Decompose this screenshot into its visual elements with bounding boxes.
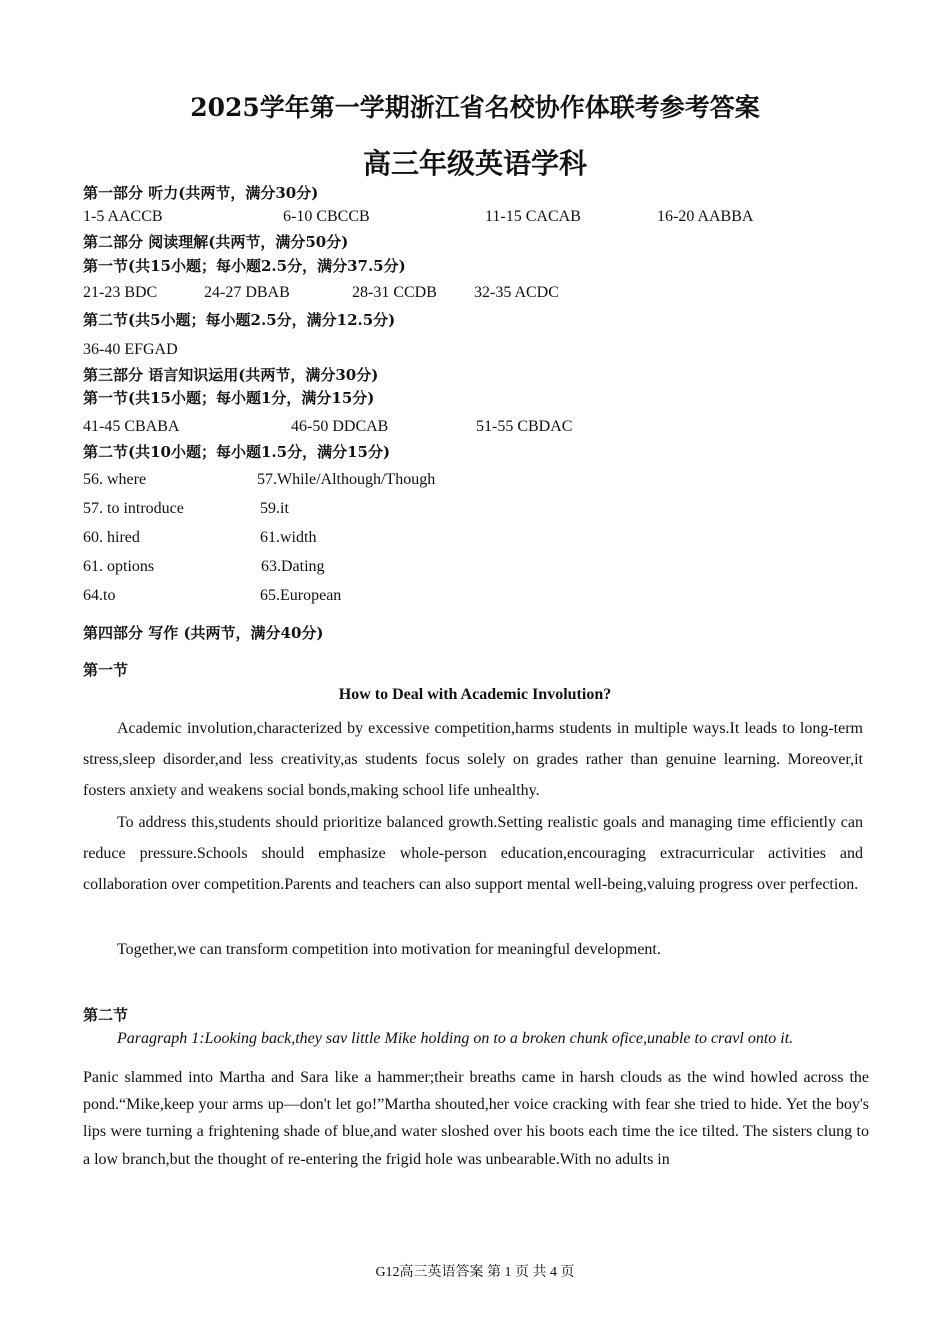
fill-answer: 64.to — [83, 587, 116, 604]
fill-answer: 61.width — [260, 529, 317, 546]
answer-group: 36-40 EFGAD — [83, 341, 178, 358]
part2-heading: 第二部分 阅读理解(共两节，满分50分) — [83, 233, 349, 251]
answer-group: 28-31 CCDB — [352, 284, 437, 301]
part2-section1-heading: 第一节(共15小题；每小题2.5分，满分37.5分) — [83, 257, 406, 275]
page-subtitle: 高三年级英语学科 — [362, 147, 587, 180]
part3-section2-heading: 第二节(共10小题；每小题1.5分，满分15分) — [83, 443, 391, 461]
answer-group: 41-45 CBABA — [83, 418, 180, 435]
answer-group: 24-27 DBAB — [204, 284, 290, 301]
part1-heading: 第一部分 听力(共两节，满分30分) — [83, 184, 319, 202]
essay-paragraph: Academic involution,characterized by excessive competition,harms students in multiple ways.It leads to long-term stress,sleep disorder,and less creativity,as students focus solely on grades rather than genuine learning. Moreover,it fosters anxiety and weakens social bonds,making school life unhealthy. — [83, 720, 863, 799]
essay-paragraph: To address this,students should prioritize balanced growth.Setting realistic goals and managing time efficiently can reduce pressure.Schools should emphasize whole-person education,encouraging extracurricular activities and collaboration over competition.Parents and teachers can also support mental well-being,valuing progress over perfection. — [83, 814, 863, 893]
fill-answer: 60. hired — [83, 529, 140, 546]
continuation-text: Panic slammed into Martha and Sara like a hammer;their breaths came in harsh clouds as the wind howled across the pond.“Mike,keep your arms up—don't let go!”Martha shouted,her voice cracking with fear she tried to hide. Yet the boy's lips were turning a frightening shade of blue,and water sloshed over his boots each time the ice tilted. The sisters clung to a low branch,but the thought of re-entering the frigid hole was unbearable.With no adults in — [83, 1069, 869, 1168]
essay-paragraph: Together,we can transform competition into motivation for meaningful development. — [117, 941, 661, 958]
fill-answer: 61. options — [83, 558, 155, 575]
page-title: 2025学年第一学期浙江省名校协作体联考参考答案 — [190, 93, 760, 122]
part3-heading: 第三部分 语言知识运用(共两节，满分30分) — [83, 366, 379, 384]
answer-group: 51-55 CBDAC — [476, 418, 573, 435]
fill-answer: 57. to introduce — [83, 500, 184, 517]
part3-section1-heading: 第一节(共15小题；每小题1分，满分15分) — [83, 389, 375, 407]
fill-answer: 63.Dating — [261, 558, 325, 575]
answer-group: 1-5 AACCB — [83, 208, 163, 225]
fill-answer: 56. where — [83, 471, 147, 488]
answer-group: 21-23 BDC — [83, 284, 158, 301]
answer-group: 16-20 AABBA — [657, 208, 754, 225]
fill-answer: 57.While/Although/Though — [257, 471, 436, 488]
continuation-prompt: Paragraph 1:Looking back,they sav little Mike holding on to a broken chunk ofice,unable to cravl onto it. — [117, 1030, 794, 1047]
part4-section1-heading: 第一节 — [83, 661, 129, 679]
part2-section2-heading: 第二节(共5小题；每小题2.5分，满分12.5分) — [83, 311, 396, 329]
answer-group: 46-50 DDCAB — [291, 418, 389, 435]
essay-title: How to Deal with Academic Involution? — [338, 686, 612, 703]
answer-group: 11-15 CACAB — [485, 208, 581, 225]
fill-answer: 59.it — [260, 500, 289, 517]
fill-answer: 65.European — [260, 587, 342, 604]
answer-group: 32-35 ACDC — [474, 284, 559, 301]
part4-heading: 第四部分 写作 (共两节，满分40分) — [83, 624, 324, 642]
answer-group: 6-10 CBCCB — [283, 208, 370, 225]
part4-section2-heading: 第二节 — [83, 1006, 129, 1024]
page-footer: G12高三英语答案 第 1 页 共 4 页 — [375, 1265, 575, 1280]
